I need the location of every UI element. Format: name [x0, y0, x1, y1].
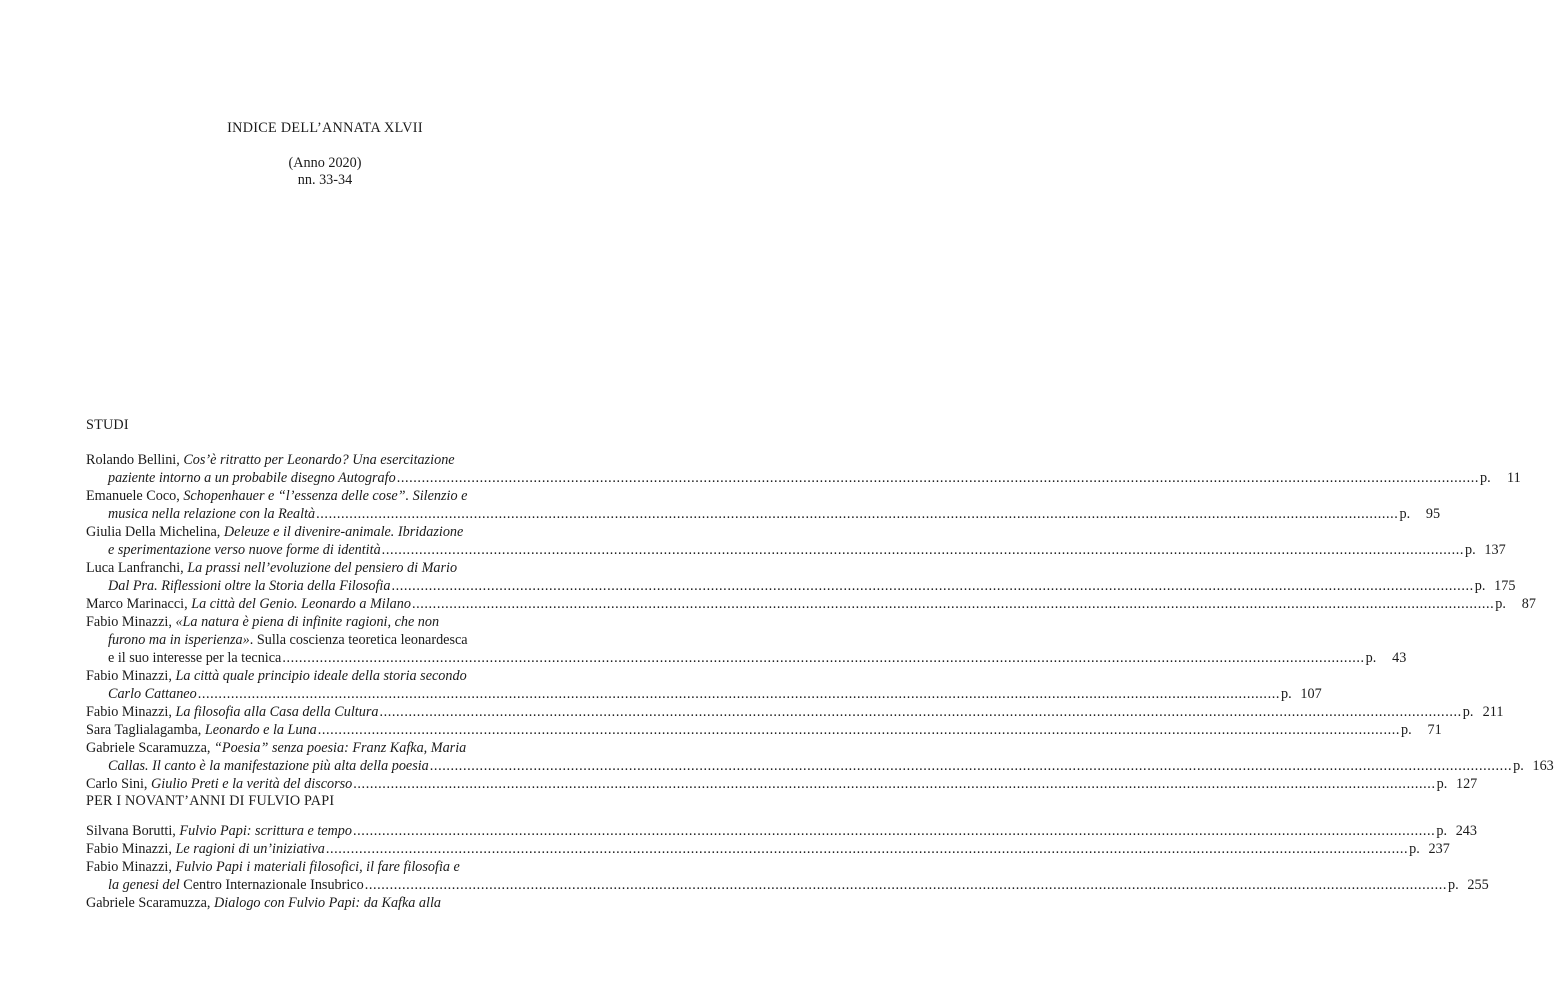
- dot-leader: .....................................................................................................................................................................................................................................................................: [353, 776, 1436, 792]
- entry-text: [108, 632, 468, 648]
- entry-author: Fabio Minazzi,: [86, 841, 172, 857]
- page-number: 237: [1428, 841, 1450, 857]
- toc-papi: [86, 822, 1489, 912]
- page-prefix: p.: [1474, 578, 1486, 594]
- entry-text-plain: Centro Internazionale Insubrico: [179, 877, 364, 893]
- entry-text-plain: ,: [168, 614, 176, 630]
- entry-text: [86, 452, 455, 468]
- entry-text: [108, 577, 390, 595]
- entry-text: [86, 703, 378, 721]
- dot-leader: .....................................................................................................................................................................................................................................................................: [353, 823, 1436, 839]
- toc-entry: [86, 667, 1322, 703]
- entry-author: Rolando Bellini,: [86, 452, 180, 468]
- entry-text: [86, 560, 457, 576]
- entry-author: Gabriele Scaramuzza,: [86, 895, 211, 911]
- page-number: 137: [1484, 542, 1506, 558]
- dot-leader: .....................................................................................................................................................................................................................................................................: [411, 596, 1495, 612]
- toc-entry: [86, 894, 570, 912]
- toc-entry: [86, 840, 1450, 858]
- entry-text: [86, 840, 325, 858]
- page-number: 211: [1482, 704, 1504, 720]
- toc-entry: [86, 487, 1441, 523]
- dot-leader: .....................................................................................................................................................................................................................................................................: [381, 542, 1465, 558]
- page-prefix: p.: [1399, 506, 1411, 522]
- page-prefix: p.: [1513, 758, 1524, 774]
- toc-entry-line: [86, 775, 1478, 793]
- toc-entry-line: [86, 757, 1554, 775]
- section-heading-papi: PER I NOVANT’ANNI DI FULVIO PAPI: [86, 793, 335, 809]
- entry-title: Dal Pra. Riflessioni oltre la Storia della Filosofia: [108, 578, 391, 594]
- page-header: [0, 120, 650, 189]
- toc-entry-line: [86, 577, 1516, 595]
- entry-author: Fabio Minazzi,: [86, 704, 172, 720]
- toc-entry-line: [86, 559, 570, 577]
- page-number: 95: [1425, 506, 1441, 522]
- toc-entry-line: [86, 667, 570, 685]
- year-line: (Anno 2020): [288, 155, 362, 171]
- entry-title: La filosofia alla Casa della Cultura: [175, 704, 379, 720]
- entry-text: [86, 488, 467, 504]
- toc-entry-line: [86, 523, 570, 541]
- toc-entry: [86, 858, 1489, 894]
- toc-entry-line: [86, 487, 570, 505]
- entry-title: la genesi del: [108, 877, 180, 893]
- entry-text-plain: e il suo interesse per la tecnica: [108, 650, 282, 666]
- toc-entry-line: [86, 721, 1442, 739]
- entry-text: [86, 668, 467, 684]
- toc-entry-line: [86, 739, 570, 757]
- entry-text: [86, 614, 439, 630]
- index-title: INDICE DELL’ANNATA XLVII: [227, 120, 423, 136]
- toc-studi: [86, 451, 1554, 793]
- entry-author: Silvana Borutti,: [86, 823, 176, 839]
- entry-author: Fabio Minazzi: [86, 614, 169, 630]
- issue-line: nn. 33-34: [297, 172, 353, 188]
- toc-entry-line: [86, 451, 570, 469]
- toc-entry: [86, 721, 1442, 739]
- page-number: 163: [1532, 758, 1554, 774]
- dot-leader: .....................................................................................................................................................................................................................................................................: [325, 841, 1409, 857]
- entry-author: Emanuele Coco,: [86, 488, 180, 504]
- entry-title: «La natura è piena di infinite ragioni, che non: [175, 614, 440, 630]
- toc-entry: [86, 559, 1516, 595]
- toc-entry: [86, 703, 1504, 721]
- entry-author: Luca Lanfranchi,: [86, 560, 184, 576]
- toc-entry-line: [86, 685, 1322, 703]
- page-prefix: p.: [1436, 776, 1448, 792]
- page-number: 43: [1392, 650, 1407, 666]
- entry-author: Fabio Minazzi,: [86, 668, 172, 684]
- entry-text: [86, 895, 441, 911]
- entry-title: Le ragioni di un’iniziativa: [175, 841, 325, 857]
- toc-entry-line: [86, 876, 1489, 894]
- page-number: 243: [1455, 823, 1477, 839]
- page-prefix: p.: [1495, 596, 1506, 612]
- entry-title: musica nella relazione con la Realtà: [108, 506, 316, 522]
- entry-title: paziente intorno a un probabile disegno Autografo: [108, 470, 396, 486]
- dot-leader: .....................................................................................................................................................................................................................................................................: [391, 578, 1474, 594]
- toc-entry-line: [86, 840, 1450, 858]
- page-number: 71: [1427, 722, 1442, 738]
- dot-leader: .....................................................................................................................................................................................................................................................................: [282, 650, 1365, 666]
- page-number: 87: [1521, 596, 1536, 612]
- entry-text: [86, 775, 352, 793]
- entry-title: e sperimentazione verso nuove forme di identità: [108, 542, 381, 558]
- toc-entry-line: [86, 613, 570, 631]
- entry-title: Leonardo e la Luna: [204, 722, 317, 738]
- page-number: 127: [1455, 776, 1478, 792]
- entry-title: La città del Genio. Leonardo a Milano: [191, 596, 411, 612]
- dot-leader: .....................................................................................................................................................................................................................................................................: [197, 686, 1281, 702]
- entry-text: [86, 859, 460, 875]
- toc-entry: [86, 775, 1478, 793]
- toc-entry-line: [86, 631, 570, 649]
- toc-entry-line: [86, 703, 1504, 721]
- entry-title: Carlo Cattaneo: [108, 686, 197, 702]
- page-prefix: p.: [1465, 542, 1476, 558]
- toc-entry-line: [86, 858, 570, 876]
- page-prefix: p.: [1462, 704, 1474, 720]
- entry-title: Deleuze e il divenire-animale. Ibridazione: [223, 524, 464, 540]
- toc-entry: [86, 451, 1521, 487]
- entry-title: Dialogo con Fulvio Papi: da Kafka alla: [214, 895, 441, 911]
- entry-author: Giulia Della Michelina,: [86, 524, 221, 540]
- entry-title: Fulvio Papi i materiali filosofici, il fare filosofia e: [175, 859, 460, 875]
- toc-entry-line: [86, 541, 1506, 559]
- entry-title: La prassi nell’evoluzione del pensiero di Mario: [187, 560, 458, 576]
- entry-title: Fulvio Papi: scrittura e tempo: [179, 823, 352, 839]
- toc-entry-line: [86, 505, 1441, 523]
- page-number: 107: [1300, 686, 1322, 702]
- section-heading-studi: STUDI: [86, 417, 129, 433]
- entry-text: [86, 822, 352, 840]
- page-number: 11: [1507, 470, 1521, 486]
- entry-author: Sara Taglialagamba,: [86, 722, 202, 738]
- toc-entry: [86, 822, 1477, 840]
- toc-entry-line: [86, 469, 1521, 487]
- entry-text: [108, 469, 396, 487]
- dot-leader: .....................................................................................................................................................................................................................................................................: [317, 722, 1401, 738]
- dot-leader: .....................................................................................................................................................................................................................................................................: [316, 506, 1399, 522]
- entry-title: La città quale principio ideale della storia secondo: [175, 668, 467, 684]
- dot-leader: .....................................................................................................................................................................................................................................................................: [429, 758, 1513, 774]
- toc-entry: [86, 613, 1407, 667]
- page-prefix: p.: [1401, 722, 1412, 738]
- dot-leader: .....................................................................................................................................................................................................................................................................: [396, 470, 1480, 486]
- toc-entry-line: [86, 894, 570, 912]
- dot-leader: .....................................................................................................................................................................................................................................................................: [364, 877, 1448, 893]
- entry-title: Cos’è ritratto per Leonardo? Una esercitazione: [183, 452, 455, 468]
- page-prefix: p.: [1436, 823, 1447, 839]
- entry-title: “Poesia” senza poesia: Franz Kafka, Maria: [214, 740, 467, 756]
- dot-leader: .....................................................................................................................................................................................................................................................................: [379, 704, 1462, 720]
- entry-text: [108, 649, 281, 667]
- entry-title: furono ma in isperienza»: [108, 632, 250, 648]
- entry-title: Schopenhauer e “l’essenza delle cose”. Silenzio e: [183, 488, 468, 504]
- entry-author: Marco Marinacci,: [86, 596, 188, 612]
- entry-text: [108, 685, 197, 703]
- entry-text: [86, 595, 411, 613]
- entry-title: Callas. Il canto è la manifestazione più alta della poesia: [108, 758, 429, 774]
- page-number: 175: [1494, 578, 1516, 594]
- toc-entry: [86, 595, 1536, 613]
- page-prefix: p.: [1409, 841, 1420, 857]
- entry-title: Giulio Preti e la verità del discorso: [151, 776, 353, 792]
- toc-entry-line: [86, 595, 1536, 613]
- entry-author: Carlo Sini,: [86, 776, 148, 792]
- page-prefix: p.: [1480, 470, 1491, 486]
- entry-text: [108, 541, 381, 559]
- entry-text: [108, 505, 315, 523]
- page-prefix: p.: [1365, 650, 1377, 666]
- toc-entry-line: [86, 822, 1477, 840]
- toc-entry: [86, 739, 1554, 775]
- entry-text: [86, 740, 466, 756]
- page-prefix: p.: [1448, 877, 1459, 893]
- entry-text: [86, 721, 317, 739]
- entry-text: [108, 876, 364, 894]
- page-prefix: p.: [1281, 686, 1292, 702]
- toc-entry-line: [86, 649, 1407, 667]
- entry-text: [86, 524, 463, 540]
- entry-text: [108, 757, 429, 775]
- toc-entry: [86, 523, 1506, 559]
- page-number: 255: [1467, 877, 1489, 893]
- entry-author: Gabriele Scaramuzza,: [86, 740, 211, 756]
- entry-author: Fabio Minazzi,: [86, 859, 172, 875]
- entry-text-plain: . Sulla coscienza teoretica leonardesca: [249, 632, 468, 648]
